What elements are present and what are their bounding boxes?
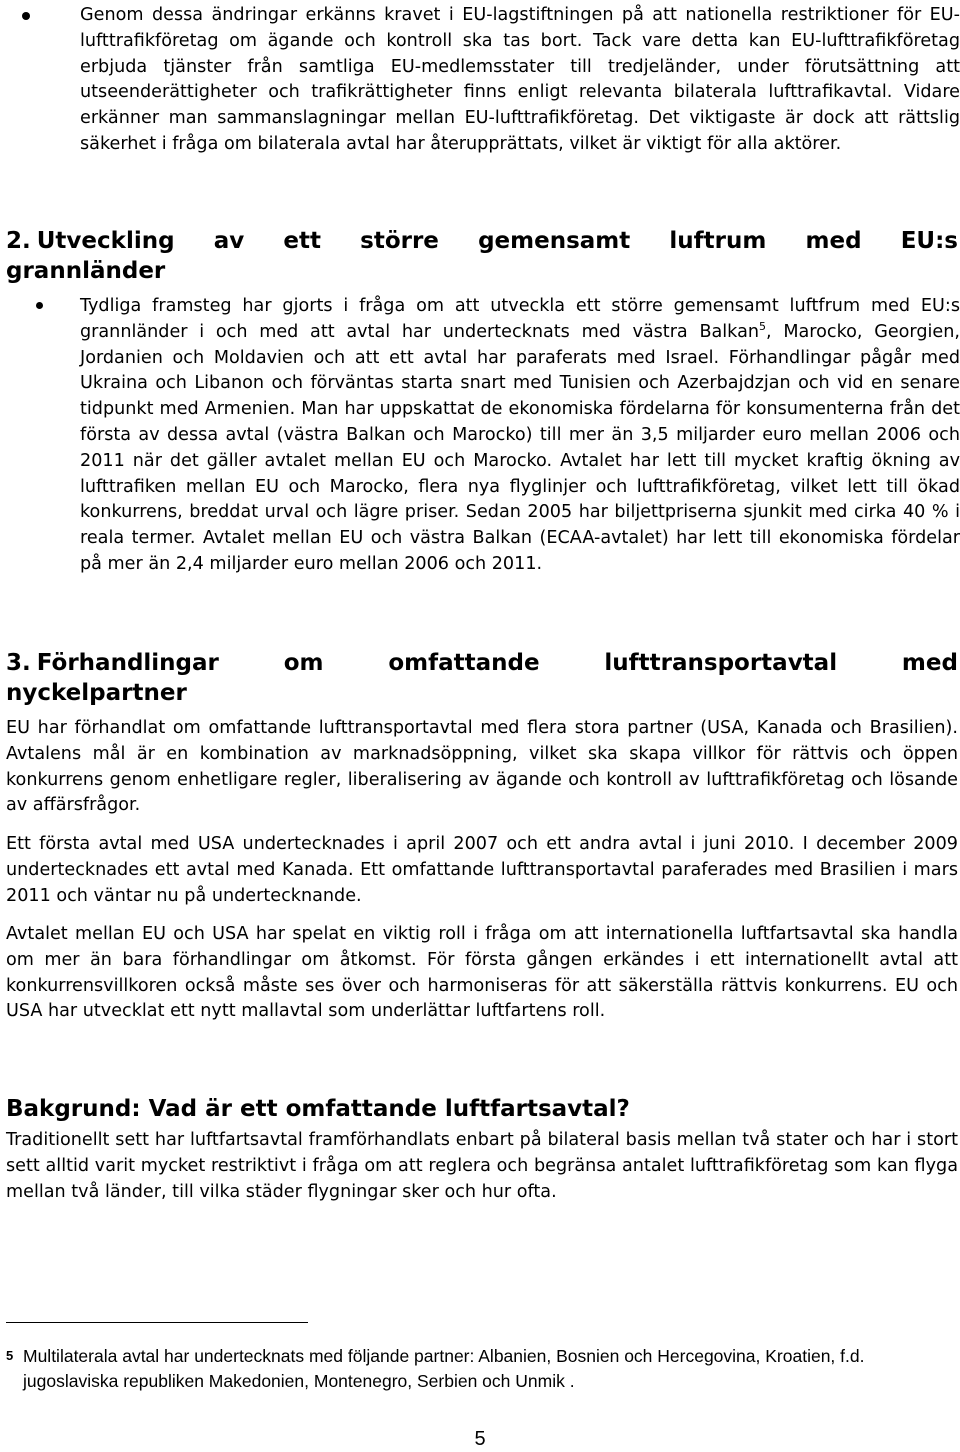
footnote-mark: 5 bbox=[6, 1348, 14, 1363]
bullet-icon bbox=[36, 302, 43, 309]
footnote-reference[interactable]: 5 bbox=[759, 319, 766, 333]
section-3-paragraph-2 bbox=[6, 832, 958, 909]
background-heading: Bakgrund: Vad är ett omfattande luftfartsavtal? bbox=[6, 1096, 630, 1122]
heading-word: ett bbox=[283, 228, 321, 254]
section-heading-3 bbox=[6, 648, 958, 708]
heading-word: luftrum bbox=[669, 228, 767, 254]
bullet-text-part2: , Marocko, Georgien, Jordanien och Moldavien och att ett avtal har paraferats med Israel. Förhandlingar pågår med Ukraina och Libanon och förväntas starta snart med Tunisien och Azerbajdzjan och vid en senare tidpunkt med Armenien. Man har uppskattat de ekonomiska fördelarna för konsumenterna från det första av dessa avtal (västra Balkan och Marocko) till mer än 3,5 miljarder euro mellan 2006 och 2011 när det gäller avtalet mellan EU och Marocko. Avtalet har lett till mycket kraftig ökning av lufttrafiken mellan EU och Marocko, flera nya flyglinjer och lufttrafikföretag, vilket lett till ökad konkurrens, breddat urval och lägre priser. Sedan 2005 har biljettpriserna sjunkit med cirka 40 % i reala termer. Avtalet mellan EU och västra Balkan (ECAA-avtalet) har lett till ekonomiska fördelar på mer än 2,4 miljarder euro mellan 2006 och 2011. bbox=[80, 321, 960, 574]
footnote bbox=[6, 1344, 956, 1393]
section-number: 2. bbox=[6, 228, 31, 254]
bullet-text: Genom dessa ändringar erkänns kravet i EU-lagstiftningen på att nationella restriktioner för EU-lufttrafikföretag om ägande och kontroll ska tas bort. Tack vare detta kan EU-lufttrafikföretag erbjuda tjänster från samtliga EU-medlemsstater till tredjeländer, under förutsättning att utseenderättigheter och trafikrättigheter finns enligt relevanta bilaterala lufttrafikavtal. Vidare erkänner man sammanslagningar mellan EU-lufttrafikföretag. Det viktigaste är dock att rättslig säkerhet i fråga om bilaterala avtal har återupprättats, vilket är viktigt för alla aktörer. bbox=[80, 5, 960, 154]
heading-word: gemensamt bbox=[478, 228, 631, 254]
section-number: 3. bbox=[6, 650, 31, 676]
section-3-paragraph-1 bbox=[6, 716, 958, 819]
paragraph-text: Traditionellt sett har luftfartsavtal framförhandlats enbart på bilateral basis mellan två stater och har i stort sett alltid varit mycket restriktivt i fråga om att reglera och begränsa antalet lufttrafikföretag som kan flyga mellan två länder, till vilka städer flygningar sker och hur ofta. bbox=[6, 1130, 958, 1202]
heading-lead bbox=[6, 648, 219, 678]
bullet-text-part1: Tydliga framsteg har gjorts i fråga om att utveckla ett större gemensamt luftfrum med EU:s grannländer i och med att avtal har undertecknats med västra Balkan bbox=[80, 296, 960, 342]
heading-word: om bbox=[283, 650, 324, 676]
section-heading-2 bbox=[6, 226, 958, 286]
footnote-text: Multilaterala avtal har undertecknats med följande partner: Albanien, Bosnien och Hercegovina, Kroatien, f.d. jugoslaviska republiken Makedonien, Montenegro, Serbien och Unmik . bbox=[23, 1346, 865, 1391]
bullet-icon bbox=[22, 12, 30, 20]
section-heading-2-line2: grannländer bbox=[6, 258, 166, 284]
heading-word: av bbox=[213, 228, 245, 254]
heading-word: Utveckling bbox=[36, 228, 175, 254]
section-3-paragraph-3 bbox=[6, 922, 958, 1025]
background-paragraph bbox=[6, 1128, 958, 1205]
section-heading-2-line1 bbox=[6, 226, 958, 256]
bullet-text bbox=[80, 294, 960, 578]
footnote-separator bbox=[6, 1322, 308, 1323]
heading-word: Förhandlingar bbox=[36, 650, 219, 676]
section-heading-3-line2: nyckelpartner bbox=[6, 680, 187, 706]
heading-word: större bbox=[360, 228, 439, 254]
page-number: 5 bbox=[474, 1428, 486, 1450]
heading-word: EU:s bbox=[900, 228, 958, 254]
paragraph-text: Avtalet mellan EU och USA har spelat en viktig roll i fråga om att internationella luftfartsavtal ska handla om mer än bara förhandlingar om åtkomst. För första gången erkändes i ett internationellt avtal att konkurrensvillkoren också måste ses över och harmoniseras för att säkerställa rättvis konkurrens. EU och USA har utvecklat ett nytt mallavtal som underlättar luftfartens roll. bbox=[6, 924, 958, 1022]
bullet-item-neighbouring-countries bbox=[80, 294, 960, 578]
paragraph-text: Ett första avtal med USA undertecknades i april 2007 och ett andra avtal i juni 2010. I december 2009 undertecknades ett avtal med Kanada. Ett omfattande lufttransportavtal paraferades med Brasilien i mars 2011 och väntar nu på undertecknande. bbox=[6, 834, 958, 906]
paragraph-text: EU har förhandlat om omfattande lufttransportavtal med flera stora partner (USA, Kanada och Brasilien). Avtalens mål är en kombination av marknadsöppning, vilket ska skapa villkor för rättvis och öppen konkurrens genom enhetligare regler, liberalisering av ägande och kontroll av lufttrafikföretag och lösande av affärsfrågor. bbox=[6, 718, 958, 816]
heading-word: med bbox=[805, 228, 862, 254]
heading-lead bbox=[6, 226, 175, 256]
bullet-item-ownership-restrictions bbox=[80, 3, 960, 158]
heading-word: lufttransportavtal bbox=[604, 650, 838, 676]
heading-word: med bbox=[901, 650, 958, 676]
section-heading-3-line1 bbox=[6, 648, 958, 678]
heading-word: omfattande bbox=[388, 650, 540, 676]
